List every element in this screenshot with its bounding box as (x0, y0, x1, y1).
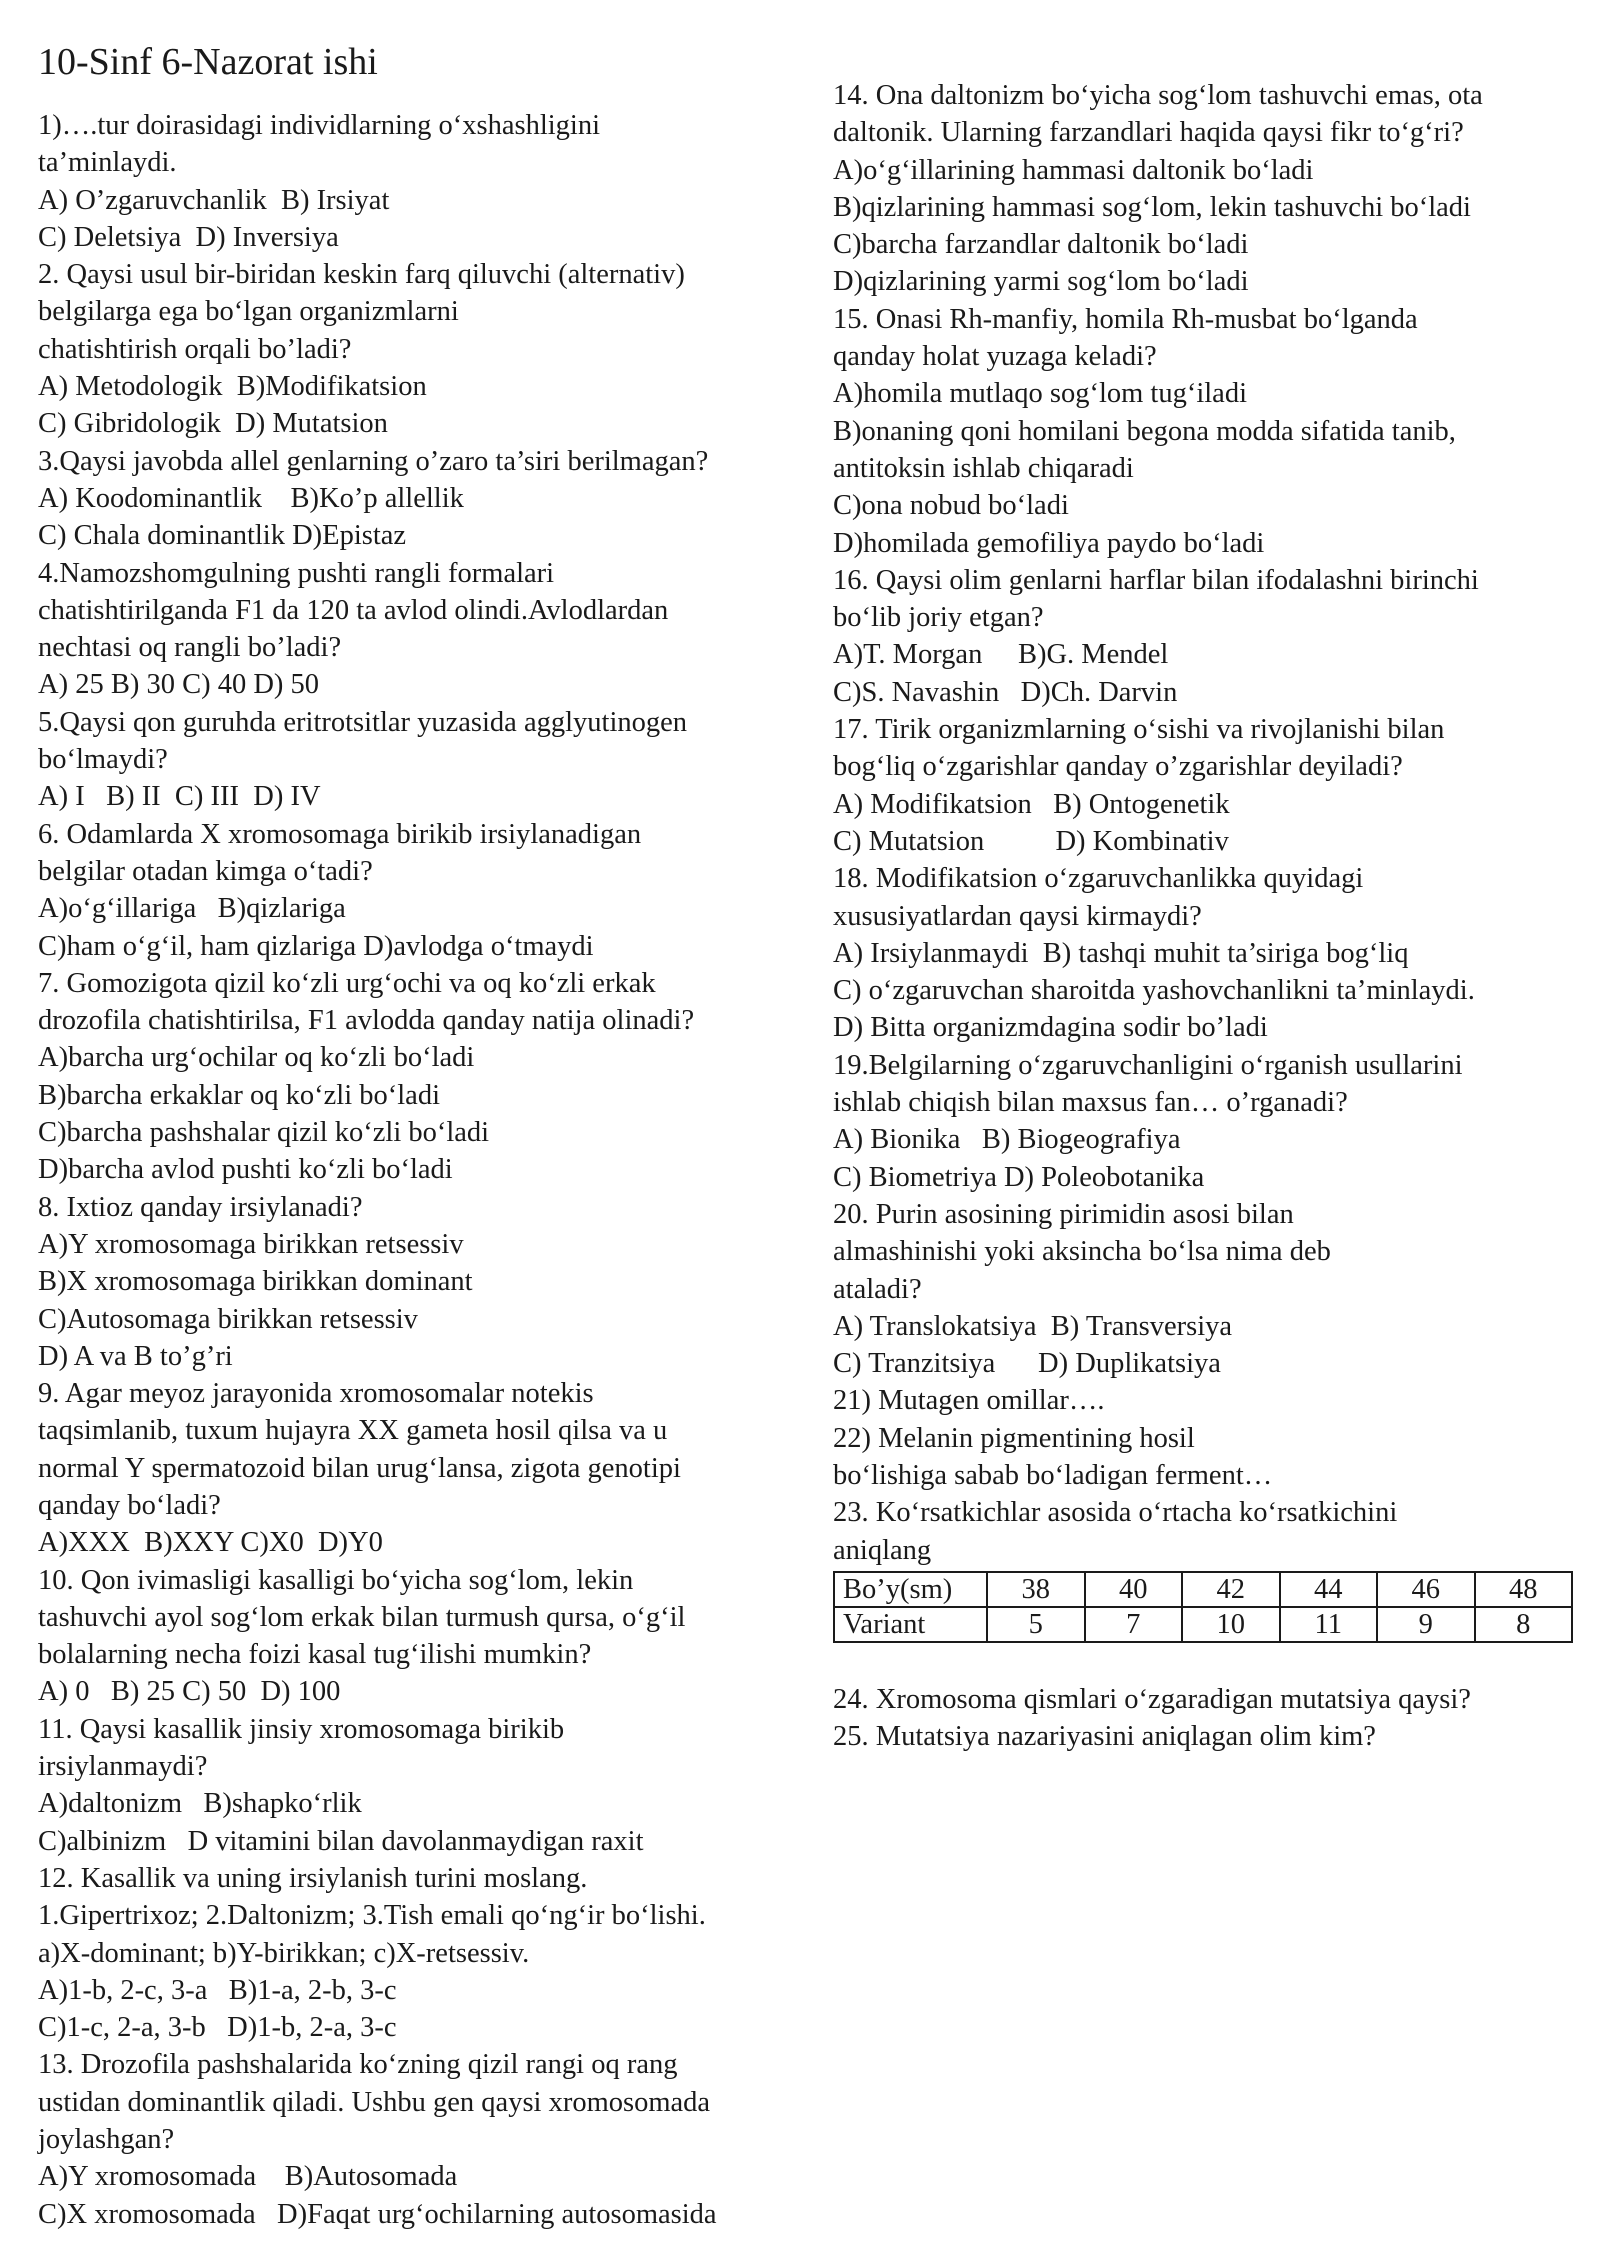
text-line: C)Autosomaga birikkan retsessiv (38, 1303, 418, 1335)
text-line: 18. Modifikatsion o‘zgaruvchanlikka quyidagi (833, 863, 1364, 895)
text-line: tashuvchi ayol sog‘lom erkak bilan turmush qursa, o‘g‘il (38, 1601, 686, 1633)
text-line: 5.Qaysi qon guruhda eritrotsitlar yuzasida agglyutinogen (38, 706, 688, 738)
text-line: C) Gibridologik D) Mutatsion (38, 408, 388, 440)
text-line: A)Y xromosomaga birikkan retsessiv (38, 1228, 464, 1260)
text-line: C) o‘zgaruvchan sharoitda yashovchanlikni ta’minlaydi. (833, 975, 1475, 1007)
table-cell: 46 (1377, 1572, 1475, 1607)
text-line: A) Koodominantlik B)Ko’p allellik (38, 482, 464, 514)
table-cell: 38 (987, 1572, 1085, 1607)
table-row-label: Bo’y(sm) (834, 1572, 987, 1607)
table-row-label: Variant (834, 1607, 987, 1642)
text-line: nechtasi oq rangli bo’ladi? (38, 632, 342, 664)
text-line: bo‘lib joriy etgan? (833, 602, 1044, 634)
table-cell: 11 (1280, 1607, 1378, 1642)
height-variant-table (833, 1571, 1573, 1643)
text-line: C) Mutatsion D) Kombinativ (833, 825, 1229, 857)
text-line: 14. Ona daltonizm bo‘yicha sog‘lom tashuvchi emas, ota (833, 80, 1483, 111)
text-line: 10. Qon ivimasligi kasalligi bo‘yicha sog‘lom, lekin (38, 1564, 634, 1596)
text-line: drozofila chatishtirilsa, F1 avlodda qanday natija olinadi? (38, 1005, 695, 1037)
text-line: A) Translokatsiya B) Transversiya (833, 1310, 1233, 1342)
text-line: D) A va B to’g’ri (38, 1340, 233, 1372)
text-line: chatishtirilganda F1 da 120 ta avlod olindi.Avlodlardan (38, 594, 669, 626)
text-line: A)XXX B)XXY C)X0 D)Y0 (38, 1527, 383, 1559)
text-line: 12. Kasallik va uning irsiylanish turini moslang. (38, 1862, 588, 1894)
text-line: C) Chala dominantlik D)Epistaz (38, 520, 407, 552)
table-cell: 9 (1377, 1607, 1475, 1642)
text-line: B)qizlarining hammasi sog‘lom, lekin tashuvchi bo‘ladi (833, 191, 1471, 223)
text-line: bo‘lishiga sabab bo‘ladigan ferment… (833, 1459, 1273, 1491)
right-column-questions (833, 77, 1573, 1569)
text-line: bo‘lmaydi? (38, 744, 168, 776)
text-line: A)1-b, 2-c, 3-a B)1-a, 2-b, 3-c (38, 1974, 397, 2006)
text-line: qanday holat yuzaga keladi? (833, 341, 1157, 373)
text-line: bolalarning necha foizi kasal tug‘ilishi mumkin? (38, 1639, 592, 1671)
text-line: daltonik. Ularning farzandlari haqida qaysi fikr to‘g‘ri? (833, 117, 1464, 149)
text-line: 1.Gipertrixoz; 2.Daltonizm; 3.Tish emali qo‘ng‘ir bo‘lishi. (38, 1900, 706, 1932)
text-line: C) Biometriya D) Poleobotanika (833, 1161, 1205, 1193)
text-line: A)barcha urg‘ochilar oq ko‘zli bo‘ladi (38, 1042, 475, 1074)
text-line: D)homilada gemofiliya paydo bo‘ladi (833, 527, 1265, 559)
table-cell: 10 (1182, 1607, 1280, 1642)
text-line: C) Deletsiya D) Inversiya (38, 221, 339, 253)
text-line: taqsimlanib, tuxum hujayra XX gameta hosil qilsa va u (38, 1415, 668, 1447)
text-line: A) Modifikatsion B) Ontogenetik (833, 788, 1230, 820)
text-line: 24. Xromosoma qismlari o‘zgaradigan mutatsiya qaysi? (833, 1683, 1471, 1715)
table-cell: 5 (987, 1607, 1085, 1642)
text-line: A)Y xromosomada B)Autosomada (38, 2161, 458, 2193)
text-line: antitoksin ishlab chiqaradi (833, 452, 1134, 484)
text-line: 6. Odamlarda X xromosomaga birikib irsiylanadigan (38, 818, 642, 850)
text-line: 1)….tur doirasidagi individlarning o‘xshashligini (38, 110, 601, 141)
text-line: C) Tranzitsiya D) Duplikatsiya (833, 1348, 1221, 1380)
text-line: C)ham o‘g‘il, ham qizlariga D)avlodga o‘tmaydi (38, 930, 594, 962)
text-line: C)S. Navashin D)Ch. Darvin (833, 676, 1178, 708)
text-line: 8. Ixtioz qanday irsiylanadi? (38, 1191, 363, 1223)
text-line: chatishtirish orqali bo’ladi? (38, 333, 352, 365)
text-line: D)barcha avlod pushti ko‘zli bo‘ladi (38, 1154, 453, 1186)
text-line: normal Y spermatozoid bilan urug‘lansa, zigota genotipi (38, 1452, 681, 1484)
text-line: D)qizlarining yarmi sog‘lom bo‘ladi (833, 266, 1249, 298)
table-cell: 7 (1085, 1607, 1183, 1642)
text-line: 15. Onasi Rh-manfiy, homila Rh-musbat bo‘lganda (833, 303, 1418, 335)
text-line: 19.Belgilarning o‘zgaruvchanligini o‘rganish usullarini (833, 1049, 1463, 1081)
text-line: A)o‘g‘illariga B)qizlariga (38, 893, 346, 925)
text-line: ishlab chiqish bilan maxsus fan… o’rganadi? (833, 1087, 1348, 1119)
text-line: A)o‘g‘illarining hammasi daltonik bo‘ladi (833, 154, 1314, 186)
table-cell: 48 (1475, 1572, 1573, 1607)
text-line: qanday bo‘ladi? (38, 1489, 221, 1521)
text-line: belgilarga ega bo‘lgan organizmlarni (38, 296, 459, 328)
text-line: belgilar otadan kimga o‘tadi? (38, 855, 373, 887)
table-cell: 44 (1280, 1572, 1378, 1607)
text-line: B)X xromosomaga birikkan dominant (38, 1266, 473, 1298)
text-line: bog‘liq o‘zgarishlar qanday o’zgarishlar deyiladi? (833, 751, 1403, 783)
text-line: A) 0 B) 25 C) 50 D) 100 (38, 1676, 341, 1708)
table-row (834, 1607, 1572, 1642)
text-line: 9. Agar meyoz jarayonida xromosomalar notekis (38, 1378, 594, 1410)
text-line: 25. Mutatsiya nazariyasini aniqlagan olim kim? (833, 1721, 1376, 1753)
text-line: 22) Melanin pigmentining hosil (833, 1422, 1195, 1454)
text-line: 4.Namozshomgulning pushti rangli formalari (38, 557, 555, 589)
text-line: A) Irsiylanmaydi B) tashqi muhit ta’siriga bog‘liq (833, 937, 1409, 969)
text-line: a)X-dominant; b)Y-birikkan; c)X-retsessiv. (38, 1937, 530, 1969)
text-line: 3.Qaysi javobda allel genlarning o’zaro ta’siri berilmagan? (38, 445, 709, 477)
text-line: ta’minlaydi. (38, 147, 177, 179)
text-line: A)homila mutlaqo sog‘lom tug‘iladi (833, 378, 1247, 410)
page-title: 10-Sinf 6-Nazorat ishi (38, 41, 378, 83)
text-line: C)1-c, 2-a, 3-b D)1-b, 2-a, 3-c (38, 2012, 397, 2044)
table-row (834, 1572, 1572, 1607)
text-line: A)daltonizm B)shapko‘rlik (38, 1788, 362, 1820)
text-line: D) Bitta organizmdagina sodir bo’ladi (833, 1012, 1268, 1044)
text-line: 11. Qaysi kasallik jinsiy xromosomaga birikib (38, 1713, 565, 1745)
text-line: ataladi? (833, 1273, 922, 1305)
text-line: A) Bionika B) Biogeografiya (833, 1124, 1181, 1156)
text-line: aniqlang (833, 1534, 932, 1566)
text-line: 2. Qaysi usul bir-biridan keskin farq qiluvchi (alternativ) (38, 259, 685, 291)
height-variant-table-wrapper (833, 1571, 1573, 1643)
table-cell: 42 (1182, 1572, 1280, 1607)
text-line: A) 25 B) 30 C) 40 D) 50 (38, 669, 320, 701)
text-line: ustidan dominantlik qiladi. Ushbu gen qaysi xromosomada (38, 2086, 711, 2118)
text-line: xususiyatlardan qaysi kirmaydi? (833, 900, 1202, 932)
text-line: A) Metodologik B)Modifikatsion (38, 371, 427, 403)
text-line: C)barcha pashshalar qizil ko‘zli bo‘ladi (38, 1117, 490, 1149)
text-line: 16. Qaysi olim genlarni harflar bilan ifodalashni birinchi (833, 564, 1479, 596)
text-line: B)onaning qoni homilani begona modda sifatida tanib, (833, 415, 1456, 447)
text-line: C)X xromosomada D)Faqat urg‘ochilarning autosomasida (38, 2198, 717, 2230)
text-line: 17. Tirik organizmlarning o‘sishi va rivojlanishi bilan (833, 714, 1445, 746)
right-column (833, 77, 1573, 1755)
text-line: C)barcha farzandlar daltonik bo‘ladi (833, 229, 1249, 261)
text-line: 13. Drozofila pashshalarida ko‘zning qizil rangi oq rang (38, 2049, 678, 2081)
text-line: 20. Purin asosining pirimidin asosi bilan (833, 1198, 1294, 1230)
text-line: irsiylanmaydi? (38, 1751, 208, 1783)
text-line: joylashgan? (38, 2124, 175, 2156)
text-line: C)albinizm D vitamini bilan davolanmaydigan raxit (38, 1825, 644, 1857)
text-line: A)T. Morgan B)G. Mendel (833, 639, 1169, 671)
table-cell: 8 (1475, 1607, 1573, 1642)
text-line: A) O’zgaruvchanlik B) Irsiyat (38, 184, 390, 216)
table-cell: 40 (1085, 1572, 1183, 1607)
final-questions (833, 1681, 1573, 1756)
text-line: A) I B) II C) III D) IV (38, 781, 321, 813)
left-column (38, 107, 828, 2233)
text-line: 21) Mutagen omillar…. (833, 1385, 1105, 1417)
text-line: B)barcha erkaklar oq ko‘zli bo‘ladi (38, 1079, 440, 1111)
text-line: almashinishi yoki aksincha bo‘lsa nima deb (833, 1236, 1331, 1268)
text-line: 23. Ko‘rsatkichlar asosida o‘rtacha ko‘rsatkichini (833, 1497, 1398, 1529)
text-line: 7. Gomozigota qizil ko‘zli urg‘ochi va oq ko‘zli erkak (38, 967, 656, 999)
text-line: C)ona nobud bo‘ladi (833, 490, 1069, 522)
